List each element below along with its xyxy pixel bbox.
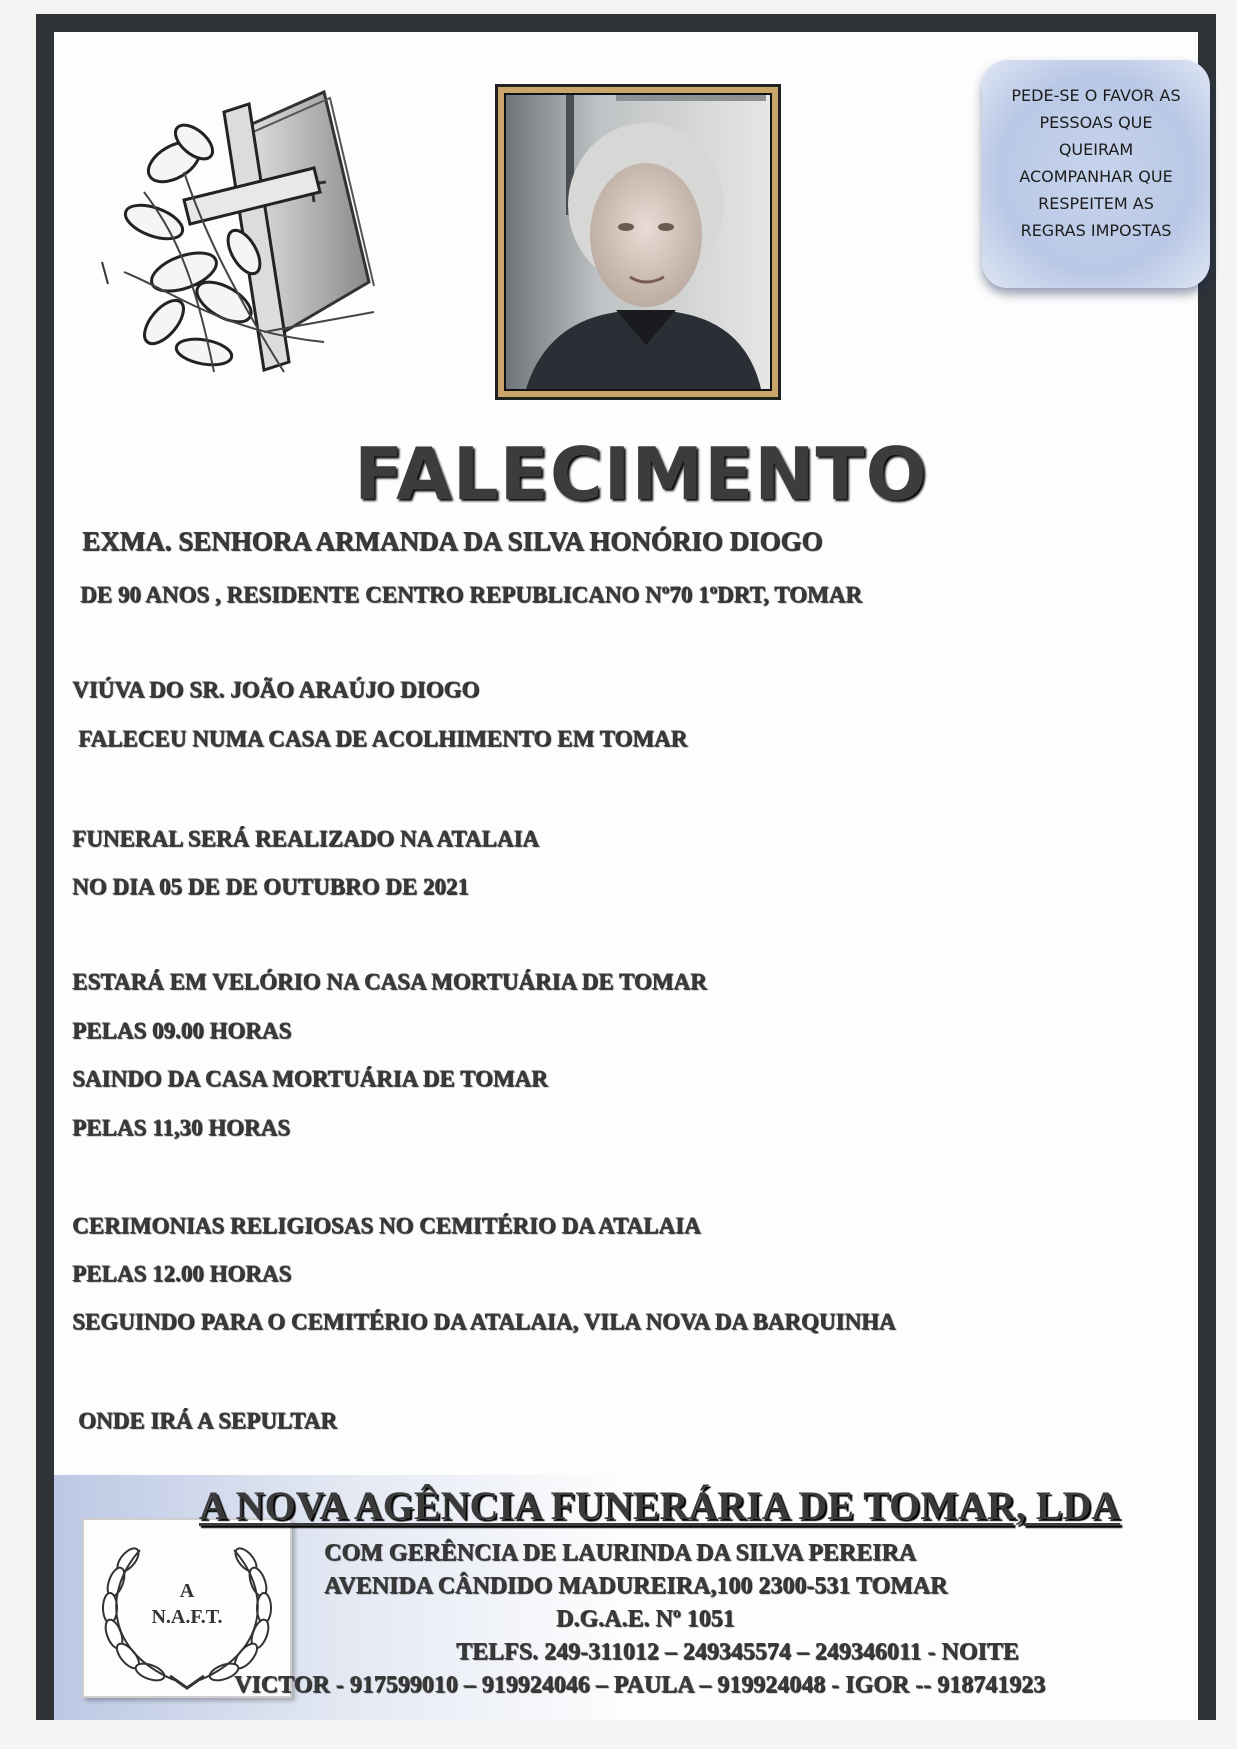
departure-time-line: PELAS 11,30 HORAS [72,1115,290,1140]
notice-line: QUEIRAM [1058,140,1134,159]
cross-book-lilies-icon [84,72,394,412]
emblem-letter: A [179,1580,195,1602]
portrait-photo [495,84,781,400]
burial-line: ONDE IRÁ A SEPULTAR [78,1408,337,1433]
obituary-frame [36,14,1216,1720]
agency-management: COM GERÊNCIA DE LAURINDA DA SILVA PEREIRA [324,1540,917,1566]
death-place-line: FALECEU NUMA CASA DE ACOLHIMENTO EM TOMAR [78,726,688,751]
notice-line: PEDE-SE O FAVOR AS [1011,86,1181,105]
funeral-line: FUNERAL SERÁ REALIZADO NA ATALAIA [72,826,539,851]
date-line: NO DIA 05 DE DE OUTUBRO DE 2021 [72,874,469,899]
notice-line: ACOMPANHAR QUE [1019,167,1173,186]
procession-line: SEGUINDO PARA O CEMITÉRIO DA ATALAIA, VILA NOVA DA BARQUINHA [72,1309,896,1334]
ceremony-line: CERIMONIAS RELIGIOSAS NO CEMITÉRIO DA ATALAIA [72,1213,701,1238]
agency-dgae: D.G.A.E. Nº 1051 [556,1606,735,1632]
ceremony-time-line: PELAS 12.00 HORAS [72,1261,292,1286]
agency-phones: TELFS. 249-311012 – 249345574 – 249346011 - NOITE [456,1639,1019,1665]
notice-box [982,60,1210,288]
notice-line: REGRAS IMPOSTAS [1020,221,1172,240]
agency-emblem [82,1518,292,1698]
deceased-residence: DE 90 ANOS , RESIDENTE CENTRO REPUBLICANO Nº70 1ºDRT, TOMAR [80,582,862,607]
emblem-initials: N.A.F.T. [151,1606,223,1628]
notice-line: RESPEITEM AS [1038,194,1154,213]
deceased-name: EXMA. SENHORA ARMANDA DA SILVA HONÓRIO DIOGO [82,526,823,556]
wake-time-line: PELAS 09.00 HORAS [72,1018,292,1043]
agency-night-contacts: VICTOR - 917599010 – 919924046 – PAULA – 919924048 - IGOR -- 918741923 [234,1672,1046,1698]
departure-line: SAINDO DA CASA MORTUÁRIA DE TOMAR [72,1066,548,1091]
wake-line: ESTARÁ EM VELÓRIO NA CASA MORTUÁRIA DE TOMAR [72,969,707,994]
page-title: FALECIMENTO [354,432,928,516]
widow-line: VIÚVA DO SR. JOÃO ARAÚJO DIOGO [72,677,480,702]
agency-name: A NOVA AGÊNCIA FUNERÁRIA DE TOMAR, LDA [199,1483,1121,1528]
notice-line: PESSOAS QUE [1039,113,1153,132]
agency-address: AVENIDA CÂNDIDO MADUREIRA,100 2300-531 TOMAR [324,1573,948,1599]
